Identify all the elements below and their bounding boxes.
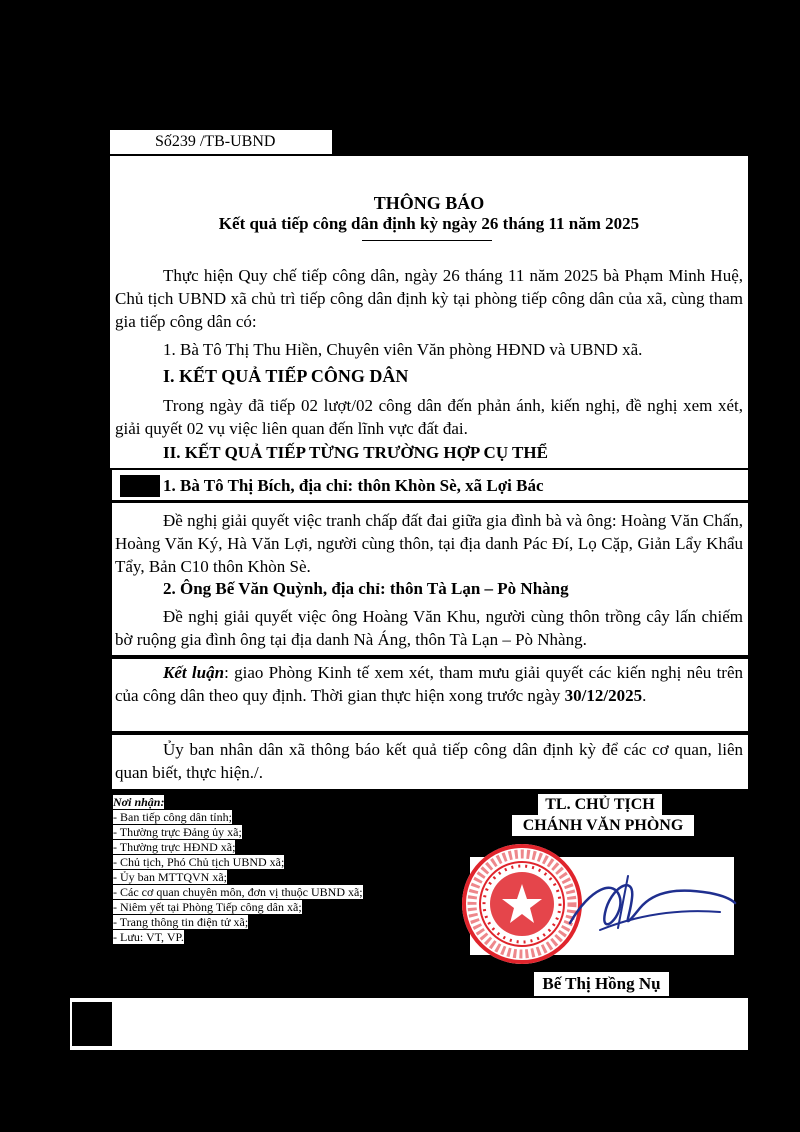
conclusion-label: Kết luận <box>163 663 225 682</box>
intro-paragraph: Thực hiện Quy chế tiếp công dân, ngày 26 tháng 11 năm 2025 bà Phạm Minh Huệ, Chủ tịch UBND xã chủ trì tiếp công dân định kỳ tại phòng tiếp công dân của xã, cùng tham gia tiếp công dân có: <box>115 266 743 331</box>
case2-body: Đề nghị giải quyết việc ông Hoàng Văn Khu, người cùng thôn trồng cây lấn chiếm bờ ruộng gia đình ông tại địa danh Nà Áng, thôn Tà Lạn – Pò Nhàng. <box>115 607 743 649</box>
case1-heading-band <box>112 470 748 500</box>
section1-body: Trong ngày đã tiếp 02 lượt/02 công dân đến phản ánh, kiến nghị, đề nghị xem xét, giải quyết 02 vụ việc liên quan đến lĩnh vực đất đai. <box>115 396 743 438</box>
conclusion-block <box>112 659 748 731</box>
recipient-item: - Ủy ban MTTQVN xã; <box>113 870 227 884</box>
conclusion-text <box>115 661 743 707</box>
title-underline <box>362 240 492 241</box>
case2-heading: 2. Ông Bế Văn Quỳnh, địa chỉ: thôn Tà Lạn – Pò Nhàng <box>163 579 569 598</box>
recipient-item: - Niêm yết tại Phòng Tiếp công dân xã; <box>113 900 302 914</box>
signer-name: Bế Thị Hồng Nụ <box>534 972 669 996</box>
conclusion-end: . <box>642 686 647 705</box>
recipient-item: - Chủ tịch, Phó Chủ tịch UBND xã; <box>113 855 285 869</box>
handwritten-signature-icon <box>560 868 740 948</box>
closing-text: Ủy ban nhân dân xã thông báo kết quả tiếp công dân định kỳ để các cơ quan, liên quan biết, thực hiện./. <box>115 740 743 782</box>
case1-body: Đề nghị giải quyết việc tranh chấp đất đai giữa gia đình bà và ông: Hoàng Văn Chấn, Hoàng Văn Ký, Hà Văn Lợi, người cùng thôn, tại địa danh Pác Đí, Lọ Cặp, Giản Lẩy Khẩu Tẩy, Bản C10 thôn Khòn Sè. <box>115 511 743 576</box>
footer-block <box>70 998 748 1050</box>
doc-subtitle: Kết quả tiếp công dân định kỳ ngày 26 tháng 11 năm 2025 <box>218 214 640 233</box>
recipient-item: - Ban tiếp công dân tỉnh; <box>113 810 232 824</box>
main-content-block <box>110 156 748 468</box>
conclusion-body: : giao Phòng Kinh tế xem xét, tham mưu giải quyết các kiến nghị nêu trên của công dân theo quy định. Thời gian thực hiện xong trước ngày <box>115 663 743 705</box>
closing-block <box>112 735 748 789</box>
recipient-item: - Thường trực HĐND xã; <box>113 840 236 854</box>
section1-heading: I. KẾT QUẢ TIẾP CÔNG DÂN <box>163 366 409 386</box>
recipient-item: - Các cơ quan chuyên môn, đơn vị thuộc UBND xã; <box>113 885 363 899</box>
recipient-item: - Thường trực Đảng ủy xã; <box>113 825 242 839</box>
doc-title: THÔNG BÁO <box>373 193 485 213</box>
section2-heading: II. KẾT QUẢ TIẾP TỪNG TRƯỜNG HỢP CỤ THỂ <box>163 443 548 462</box>
recipient-item: - Lưu: VT, VP. <box>113 930 184 944</box>
recipient-item: - Trang thông tin điện tử xã; <box>113 915 249 929</box>
redaction-bar <box>120 475 160 497</box>
signer-role-2: CHÁNH VĂN PHÒNG <box>512 815 694 836</box>
recipients-label: Nơi nhận: <box>113 795 165 809</box>
signer-role-1: TL. CHỦ TỊCH <box>538 794 662 815</box>
conclusion-deadline: 30/12/2025 <box>564 686 643 705</box>
cases-block <box>112 503 748 655</box>
recipients-list <box>113 795 443 945</box>
case1-heading: 1. Bà Tô Thị Bích, địa chỉ: thôn Khòn Sè, xã Lợi Bác <box>163 476 544 495</box>
doc-number: Số239 /TB-UBND <box>155 133 276 150</box>
doc-number-box <box>110 130 332 154</box>
participant-line: 1. Bà Tô Thị Thu Hiền, Chuyên viên Văn phòng HĐND và UBND xã. <box>163 340 643 359</box>
redaction-bar <box>72 1002 112 1046</box>
